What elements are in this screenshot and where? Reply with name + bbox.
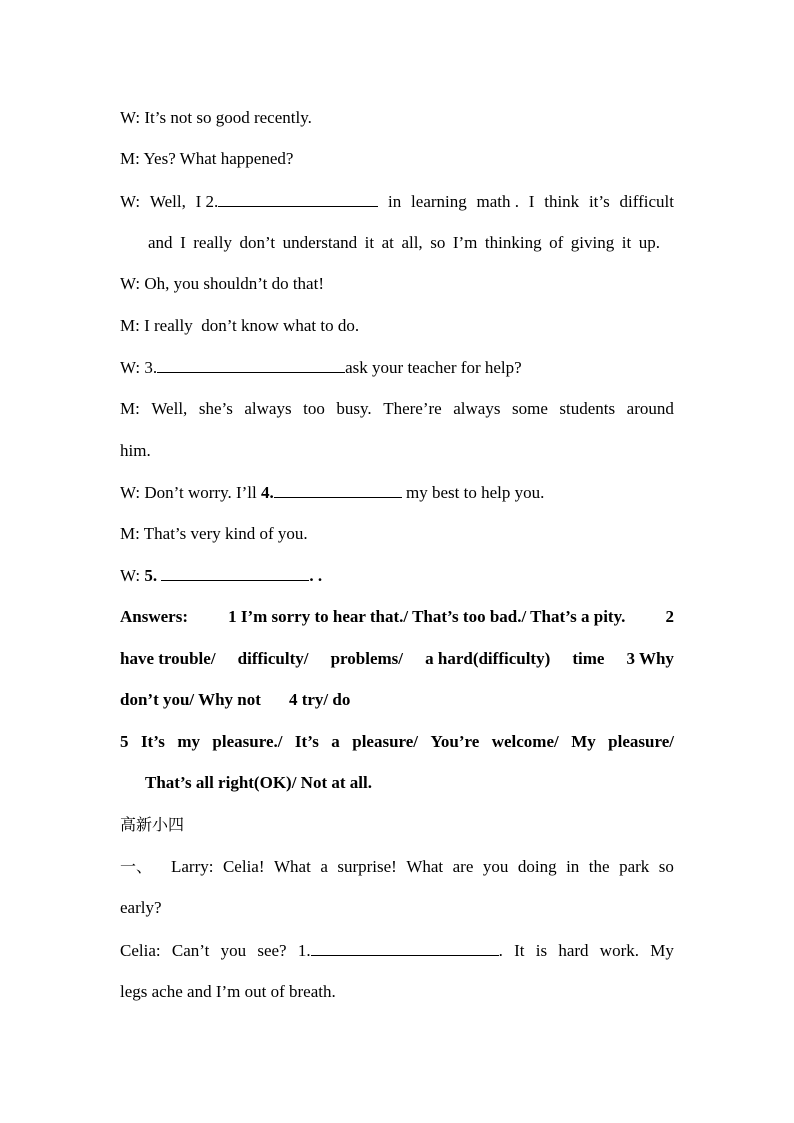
word: in: [566, 857, 580, 876]
word: thinking: [484, 233, 542, 252]
word: really: [193, 233, 232, 252]
word: There’re: [383, 399, 442, 418]
answer-item: a hard(difficulty): [425, 649, 551, 668]
word: Can’t: [171, 941, 210, 960]
section2-line-1: [120, 855, 674, 879]
dialogue-line-9: M: That’s very kind of you.: [120, 524, 308, 543]
word: some: [511, 399, 548, 418]
word: in: [388, 192, 402, 211]
word-math: math: [476, 192, 511, 211]
answer-item: pleasure/: [608, 732, 674, 751]
word: busy.: [336, 399, 372, 418]
word: park: [619, 857, 650, 876]
answer-item: problems/: [330, 649, 404, 668]
answers-line-5: That’s all right(OK)/ Not at all.: [145, 773, 372, 792]
word: I: [528, 192, 535, 211]
word: think: [544, 192, 580, 211]
answer-item: pleasure./: [212, 732, 283, 751]
word: always: [453, 399, 501, 418]
word: Well,: [149, 192, 186, 211]
word: up.: [638, 233, 660, 252]
word: Well,: [151, 399, 188, 418]
section2-line-2-continued: legs ache and I’m out of breath.: [120, 982, 336, 1001]
answer-blank-3[interactable]: [157, 355, 345, 373]
answers-label: Answers:: [120, 607, 188, 626]
word: It: [514, 941, 525, 960]
answer-item: 4 try/ do: [288, 690, 351, 709]
word: I’m: [452, 233, 478, 252]
word: What: [406, 857, 444, 876]
answer-item: don’t you/ Why not: [120, 690, 261, 709]
answer-item: time: [572, 649, 605, 668]
answer-item: It’s: [294, 732, 319, 751]
section-heading: 高新小四: [120, 815, 185, 834]
section2-line-1-continued: early?: [120, 898, 162, 917]
section2-line-2: [120, 938, 674, 962]
dialogue-line-3-continued: [148, 231, 660, 255]
word: you: [220, 941, 247, 960]
word: around: [626, 399, 674, 418]
word: is: [535, 941, 548, 960]
word: so: [430, 233, 446, 252]
dialogue-line-3: [120, 189, 674, 213]
word: all,: [401, 233, 423, 252]
word: it: [621, 233, 632, 252]
line-prefix: W: 3.: [120, 358, 158, 377]
word: so: [658, 857, 674, 876]
answer-blank-2[interactable]: [218, 189, 378, 207]
dialogue-line-7: [120, 397, 674, 421]
blank-number: 2.: [205, 192, 219, 211]
answer-item: You’re: [430, 732, 480, 751]
word: Celia!: [222, 857, 265, 876]
word: always: [244, 399, 292, 418]
word: too: [303, 399, 325, 418]
word: understand: [282, 233, 358, 252]
word: giving: [570, 233, 615, 252]
word-with-blank: [196, 189, 379, 214]
word-with-blank: [298, 938, 503, 963]
blank-number: 1.: [297, 941, 311, 960]
word: she’s: [198, 399, 233, 418]
word: work.: [599, 941, 639, 960]
dialogue-line-8: [120, 480, 674, 504]
word: Larry:: [171, 857, 214, 876]
answer-item: 1 I’m sorry to hear that./ That’s too bad./ That’s a pity.: [228, 607, 626, 626]
word: of: [549, 233, 564, 252]
word: see?: [257, 941, 287, 960]
answer-item: my: [177, 732, 200, 751]
list-marker: 一、: [120, 857, 153, 876]
dialogue-line-6: [120, 355, 674, 379]
answer-item: It’s: [140, 732, 165, 751]
blank-number: 4.: [261, 483, 274, 502]
word: the: [588, 857, 610, 876]
line-suffix: . .: [309, 566, 323, 585]
word: .: [498, 941, 503, 960]
answer-item: pleasure/: [352, 732, 419, 751]
answers-line-1: [120, 605, 674, 629]
answers-line-4: [120, 730, 674, 754]
word: Celia:: [120, 941, 161, 960]
word: [477, 190, 520, 214]
answer-item: 2: [665, 607, 674, 626]
word: at: [381, 233, 394, 252]
word: and: [148, 233, 173, 252]
answer-blank-1[interactable]: [311, 938, 499, 956]
line-prefix: W: Don’t worry. I’ll: [120, 483, 262, 502]
answer-blank-4[interactable]: [274, 480, 402, 498]
answer-item: difficulty/: [237, 649, 309, 668]
dialogue-line-4: W: Oh, you shouldn’t do that!: [120, 274, 324, 293]
answer-item: My: [571, 732, 596, 751]
word: I: [195, 192, 202, 211]
word: don’t: [239, 233, 276, 252]
word: doing: [517, 857, 557, 876]
word: What: [274, 857, 311, 876]
dialogue-line-7-continued: him.: [120, 441, 151, 460]
word: learning: [411, 192, 467, 211]
answer-item: 5: [120, 732, 129, 751]
answers-line-3: [120, 688, 674, 712]
word: surprise!: [337, 857, 397, 876]
word: a: [320, 857, 328, 876]
word: students: [559, 399, 616, 418]
line-suffix: my best to help you.: [401, 483, 545, 502]
dialogue-line-5: M: I really don’t know what to do.: [120, 316, 360, 335]
word-period: .: [514, 192, 520, 211]
blank-number: 5.: [144, 566, 158, 585]
line-suffix: ask your teacher for help?: [345, 358, 522, 377]
answers-line-2: [120, 647, 674, 671]
word: it: [364, 233, 375, 252]
dialogue-line-10: [120, 563, 674, 587]
dialogue-line-2: M: Yes? What happened?: [120, 149, 294, 168]
word: M:: [120, 399, 140, 418]
word: W:: [120, 192, 141, 211]
answer-item: a: [331, 732, 340, 751]
answer-blank-5[interactable]: [161, 563, 309, 581]
word: difficult: [619, 192, 674, 211]
answer-item: 3 Why: [626, 649, 674, 668]
word: hard: [558, 941, 589, 960]
word: I: [180, 233, 186, 252]
section2-line-1-words: [171, 855, 674, 879]
dialogue-line-1: W: It’s not so good recently.: [120, 108, 312, 127]
word: are: [452, 857, 474, 876]
word: My: [650, 941, 674, 960]
word: you: [482, 857, 509, 876]
answer-item: have trouble/: [120, 649, 216, 668]
word: it’s: [588, 192, 610, 211]
line-prefix: W:: [120, 566, 145, 585]
answer-item: welcome/: [491, 732, 559, 751]
